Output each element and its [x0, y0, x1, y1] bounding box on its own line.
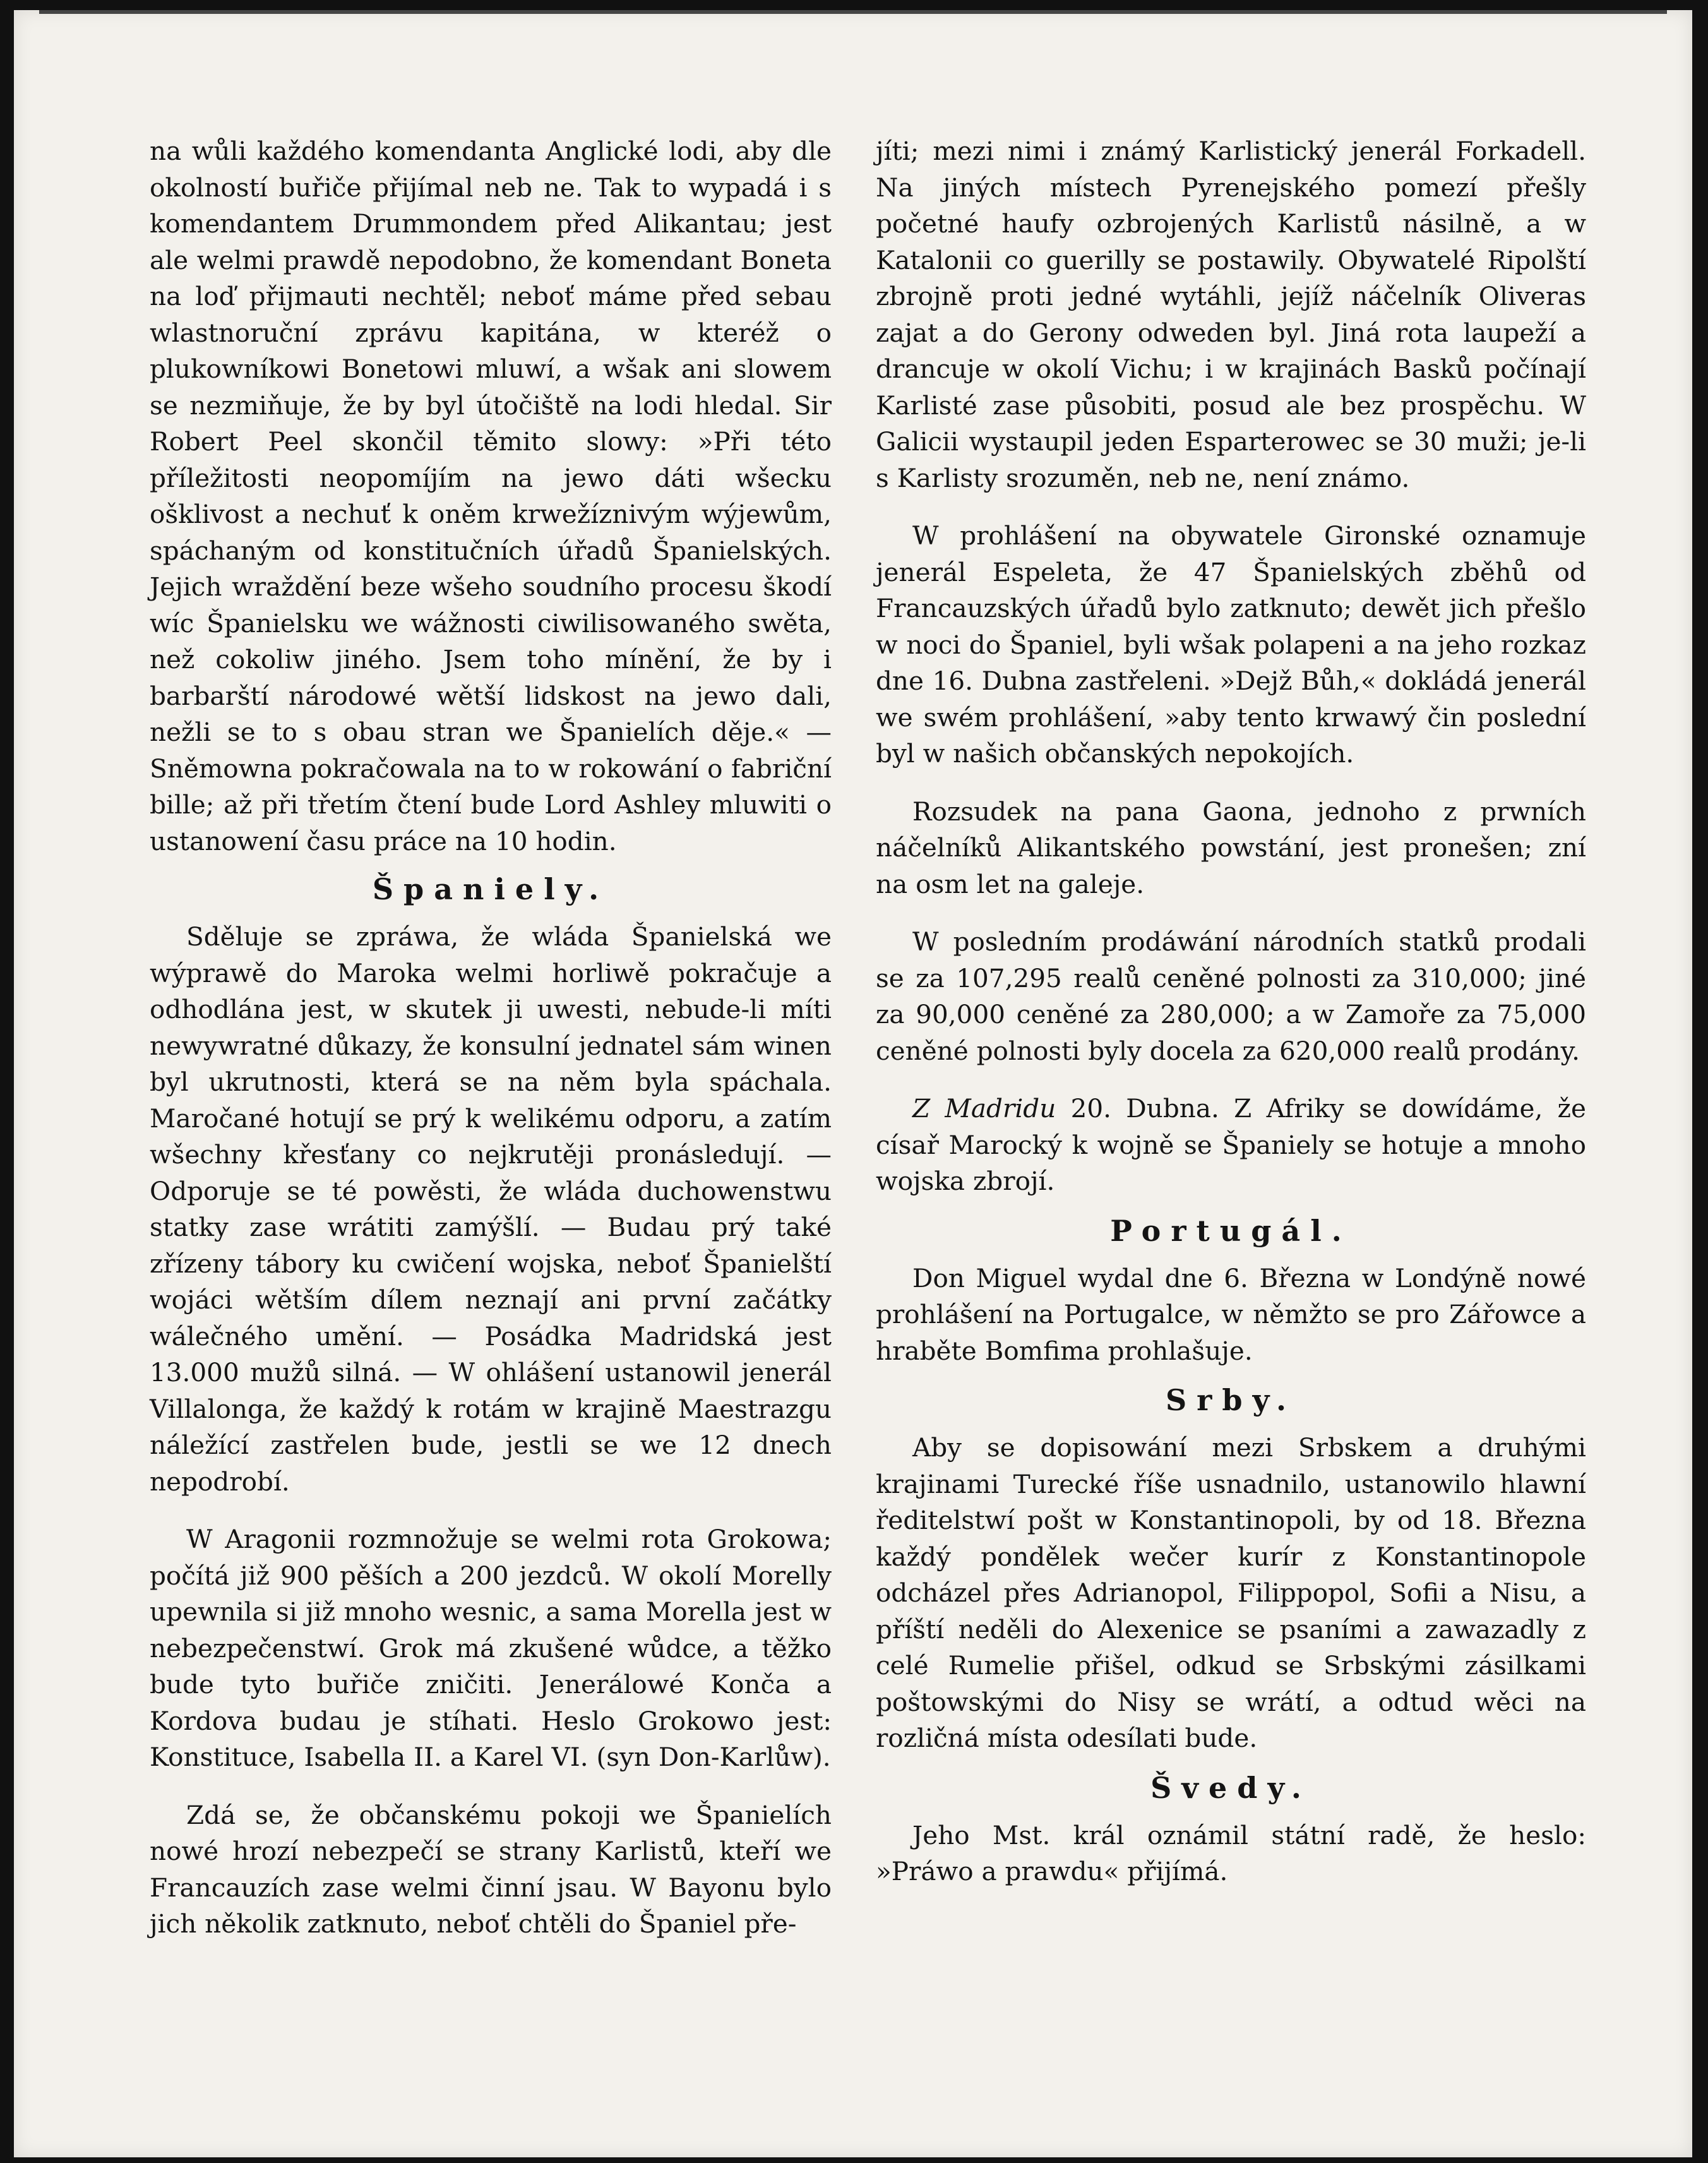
dateline-text: 20. Dubna. Z Afriky se dowídáme, že císař Marocký k wojně se Španiely se hotuje a mnoho wojska zbrojí. — [876, 1093, 1586, 1196]
left-column — [150, 133, 832, 1943]
section-heading-serbia: Srby. — [1165, 1383, 1297, 1417]
paragraph: Zdá se, že občanskému pokoji we Španielích nowé hrozí nebezpečí se strany Karlistů, kteří we Francauzích zase welmi činní jsau. W Bayonu bylo jich několik zatknuto, neboť chtěli do Španiel pře- — [150, 1799, 832, 1939]
top-rule — [39, 10, 1667, 14]
section-heading-portugal: Portugál. — [1110, 1213, 1352, 1248]
section-heading-sweden: Švedy. — [1150, 1770, 1311, 1805]
paragraph: Aby se dopisowání mezi Srbskem a druhými krajinami Turecké říše usnadnilo, ustanowilo hlawní ředitelstwí pošt w Konstantinopoli, by od 18. Března každý pondělek wečer kurír z Konstantinopole odcházel přes Adrianopol, Filippopol, Sofii a Nisu, a příští neděli do Alexenice se psaními a zawazadly z celé Rumelie přišel, odkud se Srbskými zásilkami poštowskými do Nisy se wrátí, a odtud wěci na rozličná místa odesílati bude. — [876, 1432, 1586, 1753]
paragraph: na wůli každého komendanta Anglické lodi, aby dle okolností buřiče přijímal neb ne. Tak to wypadá i s komendantem Drummondem před Alikantau; jest ale welmi prawdě nepodobno, že komendant Boneta na loď přijmauti nechtěl; neboť máme před sebau wlastnoruční zprávu kapitána, w kteréž o plukowníkowi Bonetowi mluwí, a wšak ani slowem se nezmiňuje, že by byl útočiště na lodi hledal. Sir Robert Peel skončil těmito slowy: »Při této příležitosti neopomíjím na jewo dáti wšecku ošklivost a nechuť k oněm krwežíznivým wýjewům, spáchaným od konstitučních úřadů Španielských. Jejich wraždění beze wšeho soudního procesu škodí wíc Španielsku we wážnosti ciwilisowaného swěta, než cokoliw jiného. Jsem toho mínění, že by i barbarští národowé wětší lidskost na jewo dali, nežli se to s obau stran we Španielích děje.« — Sněmowna pokračowala na to w rokowání o fabriční bille; až při třetím čtení bude Lord Ashley mluwiti o ustanowení času práce na 10 hodin. — [150, 136, 832, 856]
paragraph: Sděluje se zpráwa, že wláda Španielská we wýprawě do Maroka welmi horliwě pokračuje a odhodlána jest, w skutek ji uwesti, nebude-li míti newywratné důkazy, že konsulní jednatel sám winen byl ukrutnosti, která se na něm byla spáchala. Maročané hotují se prý k welikému odporu, a zatím wšechny křesťany co nejkrutěji pronásledují. — Odporuje se té powěsti, že wláda duchowenstwu statky zase wrátiti zamýšlí. — Budau prý také zřízeny tábory ku cwičení wojska, neboť Španielští wojáci wětším dílem neznají ani první začátky wálečného umění. — Posádka Madridská jest 13.000 mužů silná. — W ohlášení ustanowil jenerál Villalonga, že každý k rotám w krajině Maestrazgu náležící zastřelen bude, jestli se we 12 dnech nepodrobí. — [150, 921, 832, 1497]
paragraph: Jeho Mst. král oznámil státní radě, že heslo: »Práwo a prawdu« přijímá. — [876, 1819, 1586, 1886]
paragraph: jíti; mezi nimi i známý Karlistický jenerál Forkadell. Na jiných místech Pyrenejského pomezí přešly početné haufy ozbrojených Karlistů násilně, a w Katalonii co guerilly se postawily. Obywatelé Ripolští zbrojně proti jedné wytáhli, jejíž náčelník Oliveras zajat a do Gerony odweden byl. Jiná rota laupeží a drancuje w okolí Vichu; i w krajinách Basků počínají Karlisté zase působiti, posud ale bez prospěchu. W Galicii wystaupil jeden Esparterowec se 30 muži; je-li s Karlisty srozuměn, neb ne, není známo. — [876, 136, 1586, 493]
paragraph: W posledním prodáwání národních statků prodali se za 107,295 realů ceněné polnosti za 310,000; jiné za 90,000 ceněné za 280,000; a w Zamoře za 75,000 ceněné polnosti byly docela za 620,000 realů prodány. — [876, 926, 1586, 1066]
newspaper-page — [14, 10, 1692, 2157]
paragraph: Rozsudek na pana Gaona, jednoho z prwních náčelníků Alikantského powstání, jest pronešen; zní na osm let na galeje. — [876, 796, 1586, 899]
paragraph-dateline — [876, 1091, 1586, 1200]
right-column — [876, 133, 1586, 1890]
paragraph: W Aragonii rozmnožuje se welmi rota Grokowa; počítá již 900 pěších a 200 jezdců. W okolí Morelly upewnila si již mnoho wesnic, a sama Morella jest w nebezpečenstwí. Grok má zkušené wůdce, a těžko bude tyto buřiče zničiti. Jenerálowé Konča a Kordova budau je stíhati. Heslo Grokowo jest: Konstituce, Isabella II. a Karel VI. (syn Don-Karlůw). — [150, 1524, 832, 1772]
paragraph: Don Miguel wydal dne 6. Března w Londýně nowé prohlášení na Portugalce, w němžto se pro Zářowce a hraběte Bomfima prohlašuje. — [876, 1262, 1586, 1366]
section-heading-spain: Španiely. — [372, 872, 609, 906]
paragraph: W prohlášení na obywatele Gironské oznamuje jenerál Espeleta, že 47 Španielských zběhů od Francauzských úřadů bylo zatknuto; dewět jich přešlo w noci do Španiel, byli wšak polapeni a na jeho rozkaz dne 16. Dubna zastřeleni. »Dejž Bůh,« dokládá jenerál we swém prohlášení, »aby tento krwawý čin poslední byl w našich občanských nepokojích. — [876, 520, 1586, 769]
dateline-place: Z Madridu — [912, 1093, 1056, 1123]
